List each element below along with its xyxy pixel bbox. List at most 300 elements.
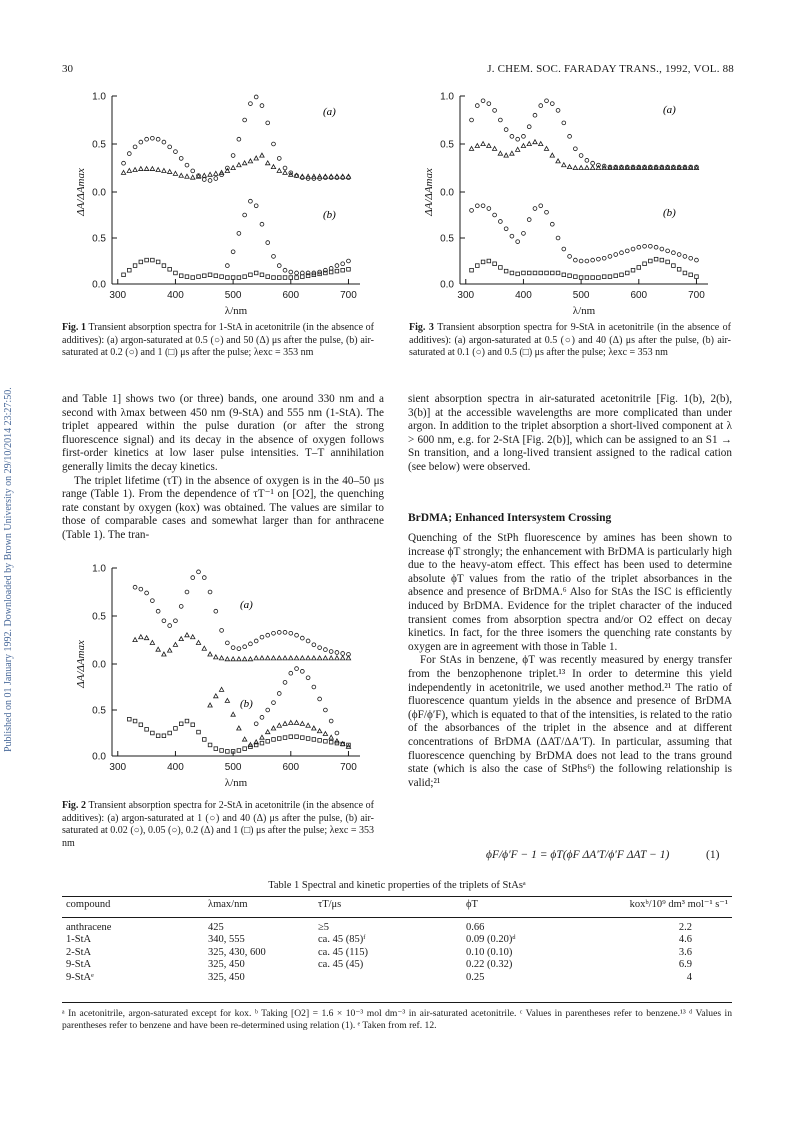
x-tick-label: 700 <box>340 290 357 301</box>
data-point-circle <box>283 681 287 685</box>
data-point-circle <box>145 591 149 595</box>
data-point-circle <box>631 247 635 251</box>
data-point-circle <box>249 642 253 646</box>
data-point-circle <box>243 118 247 122</box>
data-point-circle <box>347 259 351 263</box>
data-point-triangle <box>283 656 287 660</box>
y-tick-label: 0.5 <box>440 139 454 151</box>
data-point-square <box>231 276 235 280</box>
data-point-circle <box>202 178 206 182</box>
data-point-circle <box>493 109 497 113</box>
data-point-circle <box>533 207 537 211</box>
data-point-square <box>202 738 206 742</box>
x-tick-label: 400 <box>167 290 184 301</box>
data-point-triangle <box>306 723 310 727</box>
y-tick-label: 0.0 <box>440 187 454 199</box>
data-point-square <box>237 276 241 280</box>
data-point-triangle <box>329 174 333 178</box>
data-point-circle <box>487 102 491 106</box>
table-cell: 325, 450 <box>208 971 245 983</box>
data-point-triangle <box>329 735 333 739</box>
data-point-square <box>243 747 247 751</box>
data-point-triangle <box>260 735 264 739</box>
data-point-square <box>156 260 160 264</box>
table-row <box>62 959 732 972</box>
data-point-triangle <box>139 167 143 171</box>
data-point-square <box>179 722 183 726</box>
data-point-circle <box>174 619 178 623</box>
y-tick-label: 0.0 <box>92 187 106 199</box>
data-point-triangle <box>219 656 223 660</box>
data-point-triangle <box>214 171 218 175</box>
data-point-circle <box>122 161 126 165</box>
data-point-triangle <box>231 712 235 716</box>
x-tick-label: 500 <box>224 290 242 301</box>
data-point-triangle <box>271 656 275 660</box>
data-point-square <box>579 276 583 280</box>
data-point-square <box>283 736 287 740</box>
paragraph: For StAs in benzene, ϕT was recently measured by energy transfer from the benzophenone triplet.¹³ In order to determine this yield independently in acetonitrile, we used another method.²¹ The ratio of fluorescence quantum yields in the absence and presence of BrDMA (ϕF/ϕ′F), which is equated to that of the intensities, is related to the ratio of the absorbances of the triplet in the absence and at different concentrations of BrDMA (ΔAT/ΔA′T). In particular, assuming that fluorescence quenching by BrDMA does not lead to the trans ground state (which is also the case of StPhs⁶) the following relationship is valid;²¹ <box>408 654 732 789</box>
data-point-circle <box>625 249 629 253</box>
y-tick-label: 0.0 <box>440 279 454 291</box>
data-point-triangle <box>242 657 246 661</box>
column-header: τT/μs <box>318 899 342 910</box>
y-tick-label: 0.0 <box>92 751 106 763</box>
data-point-square <box>197 730 201 734</box>
data-point-square <box>168 267 172 271</box>
data-point-triangle <box>214 694 218 698</box>
column-header: koxᵇ/10⁹ dm³ mol⁻¹ s⁻¹ <box>629 899 728 910</box>
table-cell: anthracene <box>66 921 112 933</box>
data-point-circle <box>260 635 264 639</box>
data-point-triangle <box>266 656 270 660</box>
x-tick-label: 600 <box>630 290 648 301</box>
data-point-square <box>562 273 566 277</box>
x-axis-label: λ/nm <box>572 305 596 317</box>
data-point-triangle <box>533 140 537 144</box>
data-point-circle <box>568 255 572 259</box>
paragraph: The triplet lifetime (τT) in the absence of oxygen is in the 40–50 μs range (Table 1). From the dependence of τT⁻¹ on [O2], the quenching rate constant by oxygen (kox) was obtained. The values are similar to those of comparable cases and somewhat larger than for anthracene (Table 1). The tran- <box>62 474 384 541</box>
data-point-circle <box>637 245 641 249</box>
data-point-square <box>597 276 601 280</box>
figure-1-caption-label: Fig. 1 <box>62 322 87 333</box>
panel-a-label: (a) <box>663 104 676 116</box>
data-point-triangle <box>277 723 281 727</box>
table-cell: 0.25 <box>466 971 485 983</box>
data-point-triangle <box>544 146 548 150</box>
data-point-circle <box>277 692 281 696</box>
data-point-circle <box>231 154 235 158</box>
data-point-square <box>550 271 554 275</box>
panel-b-label: (b) <box>323 209 336 221</box>
table-cell: ≥5 <box>318 921 330 933</box>
data-point-triangle <box>312 174 316 178</box>
data-point-triangle <box>300 174 304 178</box>
data-point-square <box>139 723 143 727</box>
table-row <box>62 947 732 960</box>
table-cell: 6.9 <box>678 959 692 970</box>
data-point-square <box>545 271 549 275</box>
data-point-circle <box>266 241 270 245</box>
data-point-triangle <box>475 144 479 148</box>
data-point-triangle <box>191 175 195 179</box>
data-point-circle <box>335 651 339 655</box>
data-point-circle <box>231 250 235 254</box>
data-point-circle <box>556 236 560 240</box>
data-point-triangle <box>185 633 189 637</box>
data-point-circle <box>300 669 304 673</box>
data-point-triangle <box>271 165 275 169</box>
data-point-circle <box>493 213 497 217</box>
data-point-square <box>266 739 270 743</box>
table-cell: 1-StA <box>66 934 92 945</box>
data-point-square <box>226 276 230 280</box>
data-point-triangle <box>294 720 298 724</box>
data-point-square <box>329 740 333 744</box>
data-point-triangle <box>340 174 344 178</box>
data-point-circle <box>295 633 299 637</box>
figure-2-caption-text: Transient absorption spectra for 2-StA in acetonitrile (in the absence of additives): (a) argon-saturated at 1 (○) and 40 (Δ) μs after the pulse, (b) air-saturated at 0.02 (○), 0.05 (○), 0.2 (Δ) and 1 (□) μs after the pulse; λexc = 353 nm <box>62 800 374 849</box>
data-point-circle <box>545 210 549 214</box>
data-point-square <box>522 271 526 275</box>
data-point-circle <box>289 270 293 274</box>
data-point-circle <box>318 697 322 701</box>
table-row <box>62 972 732 985</box>
data-point-triangle <box>340 656 344 660</box>
data-point-square <box>162 734 166 738</box>
table-cell: ca. 45 (115) <box>318 946 369 958</box>
data-point-circle <box>289 631 293 635</box>
data-point-circle <box>660 247 664 251</box>
data-point-circle <box>277 157 281 161</box>
data-point-triangle <box>173 642 177 646</box>
paragraph: sient absorption spectra in air-saturated acetonitrile [Fig. 1(b), 2(b), 3(b)] at the accessible wavelengths are more complicated than under argon. In addition to the triplet absorption a short-lived component at λ > 600 nm, e.g. for 2-StA [Fig. 2(b)], which can be assigned to an S1 → Sn transition, and a long-lived transient assigned to the radical cation (see below) were observed. <box>408 393 732 473</box>
data-point-triangle <box>208 652 212 656</box>
data-point-circle <box>312 685 316 689</box>
data-point-square <box>237 749 241 753</box>
data-point-triangle <box>579 166 583 170</box>
data-point-circle <box>225 641 229 645</box>
y-tick-label: 0.5 <box>92 611 106 623</box>
data-point-triangle <box>294 173 298 177</box>
data-point-triangle <box>294 656 298 660</box>
data-point-triangle <box>317 174 321 178</box>
table-cell: 4 <box>686 971 692 983</box>
data-point-square <box>289 735 293 739</box>
data-point-square <box>283 276 287 280</box>
data-point-circle <box>329 650 333 654</box>
data-point-triangle <box>208 172 212 176</box>
x-axis-label: λ/nm <box>224 305 248 317</box>
data-point-triangle <box>225 698 229 702</box>
data-point-triangle <box>585 166 589 170</box>
data-point-circle <box>335 731 339 735</box>
data-point-square <box>220 275 224 279</box>
data-point-circle <box>254 639 258 643</box>
data-point-circle <box>516 137 520 141</box>
data-point-circle <box>260 715 264 719</box>
table-row <box>62 922 732 935</box>
data-point-triangle <box>312 726 316 730</box>
data-point-square <box>174 271 178 275</box>
data-point-circle <box>306 639 310 643</box>
download-watermark: Published on 01 January 1992. Downloaded by Brown University on 29/10/2014 23:27:50. <box>3 387 14 753</box>
data-point-circle <box>323 708 327 712</box>
data-point-triangle <box>260 656 264 660</box>
data-point-square <box>289 276 293 280</box>
figure-1-plot <box>60 88 380 320</box>
data-point-circle <box>562 121 566 125</box>
data-point-triangle <box>167 169 171 173</box>
data-point-circle <box>318 646 322 650</box>
data-point-triangle <box>242 737 246 741</box>
data-point-triangle <box>300 656 304 660</box>
data-point-square <box>527 271 531 275</box>
data-point-square <box>631 268 635 272</box>
data-point-triangle <box>231 657 235 661</box>
data-point-square <box>585 276 589 280</box>
data-point-circle <box>231 646 235 650</box>
data-point-circle <box>695 258 699 262</box>
x-tick-label: 400 <box>167 762 184 773</box>
column-header: λmax/nm <box>208 899 248 910</box>
table-top-rule <box>62 896 732 897</box>
y-axis-label: ΔA/ΔAmax <box>75 640 87 688</box>
x-tick-label: 500 <box>572 290 590 301</box>
column-header: compound <box>66 899 111 910</box>
data-point-circle <box>522 232 526 236</box>
right-column-text-2 <box>408 532 732 790</box>
data-point-circle <box>150 599 154 603</box>
data-point-triangle <box>248 159 252 163</box>
table-cell: 425 <box>208 921 224 933</box>
data-point-circle <box>127 152 131 156</box>
data-point-circle <box>527 218 531 222</box>
data-point-circle <box>620 251 624 255</box>
data-point-circle <box>677 253 681 257</box>
data-point-circle <box>591 161 595 165</box>
data-point-triangle <box>277 656 281 660</box>
data-point-circle <box>597 257 601 261</box>
data-point-triangle <box>283 721 287 725</box>
data-point-triangle <box>323 174 327 178</box>
data-point-circle <box>272 255 276 259</box>
x-tick-label: 700 <box>688 290 705 301</box>
data-point-triangle <box>144 636 148 640</box>
data-point-triangle <box>283 170 287 174</box>
data-point-circle <box>133 585 137 589</box>
data-point-circle <box>185 590 189 594</box>
data-point-square <box>122 273 126 277</box>
y-tick-label: 1.0 <box>92 91 106 103</box>
data-point-circle <box>254 722 258 726</box>
data-point-circle <box>214 177 218 181</box>
data-point-triangle <box>237 163 241 167</box>
data-point-circle <box>254 204 258 208</box>
table-header-row <box>62 899 732 912</box>
data-point-triangle <box>317 656 321 660</box>
data-point-circle <box>545 99 549 103</box>
data-point-square <box>470 268 474 272</box>
data-point-triangle <box>312 656 316 660</box>
panel-b-label: (b) <box>663 207 676 219</box>
data-point-square <box>689 273 693 277</box>
right-column-text <box>408 393 732 475</box>
data-point-circle <box>300 636 304 640</box>
data-point-triangle <box>335 656 339 660</box>
data-point-circle <box>335 264 339 268</box>
data-point-square <box>243 275 247 279</box>
data-point-triangle <box>225 657 229 661</box>
data-point-circle <box>470 118 474 122</box>
data-point-circle <box>208 590 212 594</box>
data-point-circle <box>550 222 554 226</box>
data-point-square <box>335 269 339 273</box>
data-point-square <box>347 267 351 271</box>
data-point-square <box>145 258 149 262</box>
data-point-square <box>574 275 578 279</box>
data-point-circle <box>289 671 293 675</box>
data-point-triangle <box>156 168 160 172</box>
data-point-circle <box>498 220 502 224</box>
data-point-triangle <box>133 638 137 642</box>
data-point-triangle <box>469 146 473 150</box>
table-bottom-rule <box>62 1002 732 1003</box>
data-point-triangle <box>196 640 200 644</box>
data-point-circle <box>608 255 612 259</box>
data-point-triangle <box>567 165 571 169</box>
data-point-square <box>151 258 155 262</box>
data-point-square <box>602 275 606 279</box>
table-cell: ca. 45 (45) <box>318 959 364 970</box>
section-heading: BrDMA; Enhanced Intersystem Crossing <box>408 512 612 524</box>
x-tick-label: 700 <box>340 762 357 773</box>
data-point-circle <box>191 576 195 580</box>
data-point-triangle <box>317 729 321 733</box>
x-tick-label: 600 <box>282 762 300 773</box>
data-point-circle <box>283 166 287 170</box>
y-tick-label: 1.0 <box>92 563 106 575</box>
data-point-circle <box>179 605 183 609</box>
data-point-triangle <box>306 656 310 660</box>
data-point-square <box>162 264 166 268</box>
data-point-triangle <box>144 167 148 171</box>
data-point-circle <box>185 163 189 167</box>
data-point-circle <box>220 629 224 633</box>
data-point-circle <box>237 647 241 651</box>
data-point-circle <box>568 134 572 138</box>
paragraph: Quenching of the StPh fluorescence by amines has been shown to increase ϕT strongly; the enhancement with BrDMA is particularly high due to the heavy-atom effect. This effect has been used to determine absolute ϕT values from the ratio of the triplet absorbances in the absence and presence of BrDMA.⁶ Also for StAs the ISC is efficiently induced by BrDMA. Evidence for the triplet character of the induced transient comes from absorption spectra and/or O2 effect on decay kinetics. In fact, for the three isomers the quenching rate constants by oxygen are in agreement with those in Table 1. <box>408 532 732 653</box>
data-point-square <box>139 260 143 264</box>
data-point-triangle <box>300 721 304 725</box>
table-cell: 9-StAᵉ <box>66 971 94 983</box>
data-point-triangle <box>167 648 171 652</box>
data-point-circle <box>243 213 247 217</box>
data-point-circle <box>277 630 281 634</box>
data-point-circle <box>585 158 589 162</box>
y-axis-label: ΔA/ΔAmax <box>75 168 87 216</box>
table-cell <box>314 972 462 985</box>
data-point-circle <box>323 648 327 652</box>
table-cell: 0.09 (0.20)ᵈ <box>466 934 516 945</box>
data-point-square <box>504 269 508 273</box>
data-point-circle <box>527 125 531 129</box>
data-point-circle <box>272 142 276 146</box>
data-point-triangle <box>521 144 525 148</box>
data-point-circle <box>277 264 281 268</box>
data-point-triangle <box>573 166 577 170</box>
data-point-circle <box>666 249 670 253</box>
x-tick-label: 600 <box>282 290 300 301</box>
data-point-triangle <box>202 173 206 177</box>
data-point-circle <box>689 256 693 260</box>
data-point-triangle <box>539 142 543 146</box>
data-point-square <box>168 731 172 735</box>
data-point-circle <box>249 102 253 106</box>
data-point-circle <box>272 701 276 705</box>
data-point-square <box>649 259 653 263</box>
data-point-triangle <box>346 656 350 660</box>
table-cell: 2-StA <box>66 946 92 958</box>
data-point-circle <box>556 109 560 113</box>
data-point-circle <box>602 256 606 260</box>
data-point-triangle <box>237 657 241 661</box>
data-point-circle <box>260 104 264 108</box>
data-point-square <box>174 727 178 731</box>
data-point-square <box>249 273 253 277</box>
y-tick-label: 0.0 <box>92 659 106 671</box>
data-point-square <box>277 276 281 280</box>
data-point-square <box>156 734 160 738</box>
data-point-circle <box>156 609 160 613</box>
data-point-square <box>185 719 189 723</box>
data-point-square <box>272 738 276 742</box>
x-tick-label: 300 <box>109 762 127 773</box>
data-point-square <box>493 262 497 266</box>
data-point-triangle <box>550 153 554 157</box>
y-tick-label: 0.5 <box>92 139 106 151</box>
data-point-circle <box>539 204 543 208</box>
data-point-triangle <box>492 146 496 150</box>
table-cell: ca. 45 (85)ᶠ <box>318 934 366 945</box>
left-column-text <box>62 393 384 543</box>
y-tick-label: 0.5 <box>440 233 454 245</box>
data-point-square <box>614 274 618 278</box>
data-point-triangle <box>254 156 258 160</box>
data-point-circle <box>202 576 206 580</box>
data-point-square <box>145 728 149 732</box>
data-point-triangle <box>179 637 183 641</box>
data-point-square <box>260 273 264 277</box>
figure-3-caption <box>409 322 731 360</box>
data-point-circle <box>266 121 270 125</box>
data-point-circle <box>295 667 299 671</box>
data-point-circle <box>475 104 479 108</box>
data-point-square <box>214 274 218 278</box>
y-axis-label: ΔA/ΔAmax <box>423 168 435 216</box>
data-point-square <box>516 272 520 276</box>
data-point-square <box>660 258 664 262</box>
data-point-square <box>133 719 137 723</box>
data-point-circle <box>487 207 491 211</box>
data-point-circle <box>168 145 172 149</box>
data-point-square <box>220 749 224 753</box>
data-point-circle <box>504 128 508 132</box>
data-point-triangle <box>266 161 270 165</box>
data-point-circle <box>249 199 253 203</box>
data-point-square <box>185 275 189 279</box>
data-point-circle <box>197 570 201 574</box>
